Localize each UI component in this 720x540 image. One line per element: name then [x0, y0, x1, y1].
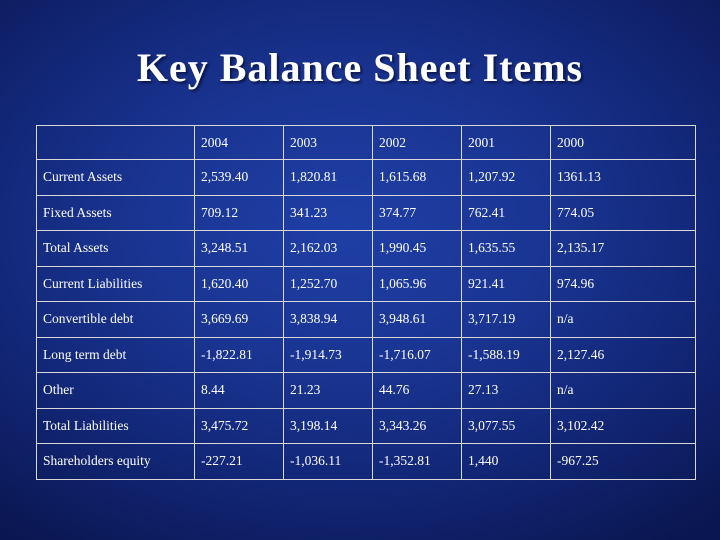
value-cell: 3,248.51: [195, 231, 284, 267]
value-cell: 2,135.17: [551, 231, 696, 267]
value-cell: 2,162.03: [284, 231, 373, 267]
table-row: [37, 302, 696, 338]
table-row: [37, 337, 696, 373]
value-cell: 1,207.92: [462, 160, 551, 196]
value-cell: 2,127.46: [551, 337, 696, 373]
value-cell: 8.44: [195, 373, 284, 409]
value-cell: 1361.13: [551, 160, 696, 196]
value-cell: -1,036.11: [284, 444, 373, 480]
value-cell: -1,588.19: [462, 337, 551, 373]
corner-cell: [37, 126, 195, 160]
value-cell: 3,948.61: [373, 302, 462, 338]
row-label: Shareholders equity: [37, 444, 195, 480]
value-cell: 1,820.81: [284, 160, 373, 196]
value-cell: -1,822.81: [195, 337, 284, 373]
value-cell: 44.76: [373, 373, 462, 409]
value-cell: 3,475.72: [195, 408, 284, 444]
value-cell: -967.25: [551, 444, 696, 480]
value-cell: -227.21: [195, 444, 284, 480]
row-label: Convertible debt: [37, 302, 195, 338]
table-row: [37, 231, 696, 267]
table-row: [37, 266, 696, 302]
value-cell: n/a: [551, 373, 696, 409]
year-header: 2004: [195, 126, 284, 160]
value-cell: 1,065.96: [373, 266, 462, 302]
year-header: 2000: [551, 126, 696, 160]
value-cell: 1,440: [462, 444, 551, 480]
year-header: 2001: [462, 126, 551, 160]
value-cell: 1,990.45: [373, 231, 462, 267]
row-label: Current Liabilities: [37, 266, 195, 302]
table-row: [37, 444, 696, 480]
value-cell: 3,717.19: [462, 302, 551, 338]
table-row: [37, 408, 696, 444]
value-cell: 762.41: [462, 195, 551, 231]
value-cell: 3,343.26: [373, 408, 462, 444]
value-cell: 3,077.55: [462, 408, 551, 444]
value-cell: 1,615.68: [373, 160, 462, 196]
value-cell: 974.96: [551, 266, 696, 302]
value-cell: 1,252.70: [284, 266, 373, 302]
value-cell: 3,838.94: [284, 302, 373, 338]
row-label: Total Assets: [37, 231, 195, 267]
value-cell: 3,102.42: [551, 408, 696, 444]
value-cell: 341.23: [284, 195, 373, 231]
row-label: Long term debt: [37, 337, 195, 373]
value-cell: 709.12: [195, 195, 284, 231]
value-cell: 774.05: [551, 195, 696, 231]
table-row: [37, 373, 696, 409]
value-cell: -1,914.73: [284, 337, 373, 373]
value-cell: 27.13: [462, 373, 551, 409]
year-header: 2003: [284, 126, 373, 160]
value-cell: 921.41: [462, 266, 551, 302]
value-cell: 3,669.69: [195, 302, 284, 338]
value-cell: 374.77: [373, 195, 462, 231]
value-cell: n/a: [551, 302, 696, 338]
year-header: 2002: [373, 126, 462, 160]
header-row: [37, 126, 696, 160]
slide-title: Key Balance Sheet Items: [136, 45, 584, 90]
row-label: Total Liabilities: [37, 408, 195, 444]
balance-sheet-table: [36, 125, 696, 480]
value-cell: 21.23: [284, 373, 373, 409]
row-label: Fixed Assets: [37, 195, 195, 231]
value-cell: 3,198.14: [284, 408, 373, 444]
table-row: [37, 160, 696, 196]
row-label: Current Assets: [37, 160, 195, 196]
value-cell: 1,635.55: [462, 231, 551, 267]
row-label: Other: [37, 373, 195, 409]
value-cell: 1,620.40: [195, 266, 284, 302]
value-cell: -1,716.07: [373, 337, 462, 373]
value-cell: -1,352.81: [373, 444, 462, 480]
value-cell: 2,539.40: [195, 160, 284, 196]
table-row: [37, 195, 696, 231]
